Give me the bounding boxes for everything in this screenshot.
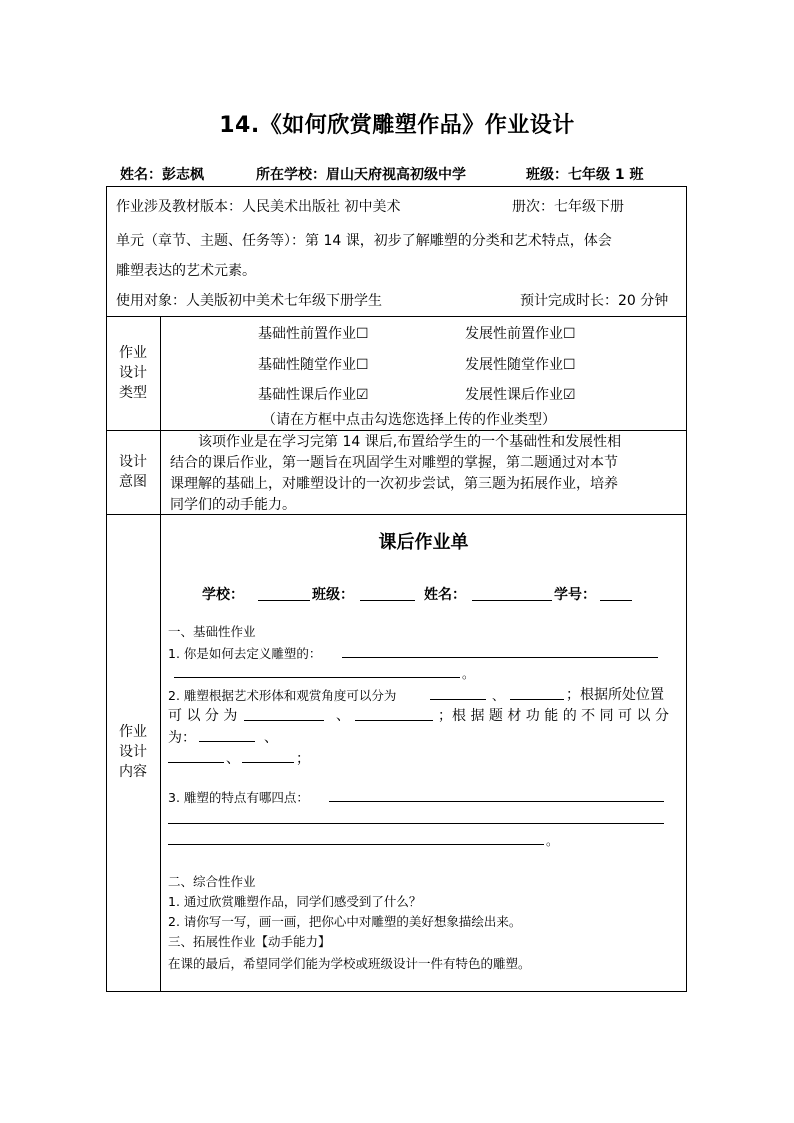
basic-heading: 一、基础性作业 (168, 624, 256, 639)
content-section-label: 作业 设计 内容 (119, 724, 147, 780)
q2-blank-5[interactable] (199, 741, 255, 742)
number-field-label: 学号： (554, 587, 596, 603)
q2-blank-4[interactable] (355, 720, 433, 721)
q2-end: ； (296, 751, 310, 767)
q3-answer-line3[interactable] (168, 844, 544, 845)
option-basic-inclass[interactable]: 基础性随堂作业☐ (258, 357, 369, 373)
q2-blank-3[interactable] (244, 720, 324, 721)
target-audience: 使用对象：人美版初中美术七年级下册学生 (116, 293, 382, 309)
name-blank[interactable] (472, 600, 552, 601)
school-field-label: 学校： (202, 587, 244, 603)
q2-blank-7[interactable] (242, 762, 294, 763)
estimated-duration: 预计完成时长：20 分钟 (520, 293, 669, 309)
q2-sep-1: 、 (492, 688, 505, 703)
intent-section-label: 设计 意图 (119, 454, 147, 490)
q3-answer-line[interactable] (329, 801, 664, 802)
comprehensive-heading: 二、综合性作业 (168, 874, 256, 889)
author-class: 班级：七年级 1 班 (526, 167, 644, 183)
author-school: 所在学校：眉山天府视高初级中学 (256, 167, 466, 183)
q1-answer-line[interactable] (342, 657, 658, 658)
option-develop-pre[interactable]: 发展性前置作业☐ (465, 326, 576, 342)
option-basic-after[interactable]: 基础性课后作业☑ (258, 387, 369, 403)
q2-sep-3: 、 (264, 730, 278, 746)
intent-paragraph: 该项作业是在学习完第 14 课后,布置给学生的一个基础性和发展性相 结合的课后作业，第一题旨在巩固学生对雕塑的掌握，第二题通过对本节 课理解的基础上，对雕塑设计的一次初步尝试，第三题为拓展作业，培养 同学们的动手能力。 (170, 434, 622, 513)
q2-blank-2[interactable] (510, 699, 564, 700)
q2-line2b: ；根 据 题 材 功 能 的 不 同 可 以 分 (438, 708, 669, 724)
textbook-volume: 册次：七年级下册 (512, 199, 624, 215)
q2-line3: 为： (168, 730, 196, 746)
class-field-label: 班级： (312, 587, 354, 603)
q2-part2: ；根据所处位置 (566, 687, 664, 703)
question-2: 2. 雕塑根据艺术形体和观赏角度可以分为 (168, 688, 397, 703)
unit-description-line2: 雕塑表达的艺术元素。 (116, 263, 256, 279)
page-title: 14.《如何欣赏雕塑作品》作业设计 (219, 113, 575, 138)
q2-sep-4: 、 (226, 751, 240, 767)
table-divider (106, 430, 687, 431)
class-blank[interactable] (360, 600, 415, 601)
table-divider (106, 316, 687, 317)
textbook-edition: 作业涉及教材版本：人民美术出版社 初中美术 (116, 199, 401, 215)
q2-blank-6[interactable] (168, 762, 224, 763)
table-column-divider (160, 316, 161, 992)
option-develop-inclass[interactable]: 发展性随堂作业☐ (465, 357, 576, 373)
question-1: 1. 你是如何去定义雕塑的： (168, 646, 322, 661)
comprehensive-item-1: 1. 通过欣赏雕塑作品，同学们感受到了什么？ (168, 894, 422, 909)
q2-sep-2: 、 (336, 708, 350, 724)
extension-heading: 三、拓展性作业【动手能力】 (168, 934, 331, 949)
author-name: 姓名：彭志枫 (120, 167, 204, 183)
q2-line2a: 可 以 分 为 (168, 708, 238, 724)
question-3: 3. 雕塑的特点有哪四点： (168, 790, 309, 805)
q3-answer-line2[interactable] (168, 823, 664, 824)
name-field-label: 姓名： (424, 587, 466, 603)
q3-end: 。 (546, 833, 559, 848)
extension-text: 在课的最后，希望同学们能为学校或班级设计一件有特色的雕塑。 (168, 956, 531, 971)
school-blank[interactable] (258, 600, 310, 601)
option-basic-pre[interactable]: 基础性前置作业☐ (258, 326, 369, 342)
q1-end: 。 (462, 666, 475, 681)
unit-description-line1: 单元（章节、主题、任务等）：第 14 课，初步了解雕塑的分类和艺术特点，体会 (116, 233, 612, 249)
option-develop-after[interactable]: 发展性课后作业☑ (465, 387, 576, 403)
worksheet-title: 课后作业单 (378, 532, 469, 553)
comprehensive-item-2: 2. 请你写一写，画一画，把你心中对雕塑的美好想象描绘出来。 (168, 914, 522, 929)
q1-answer-line2[interactable] (174, 677, 460, 678)
q2-blank-1[interactable] (430, 699, 486, 700)
type-section-label: 作业 设计 类型 (119, 345, 147, 401)
number-blank[interactable] (600, 600, 632, 601)
type-note: （请在方框中点击勾选您选择上传的作业类型） (262, 412, 556, 428)
